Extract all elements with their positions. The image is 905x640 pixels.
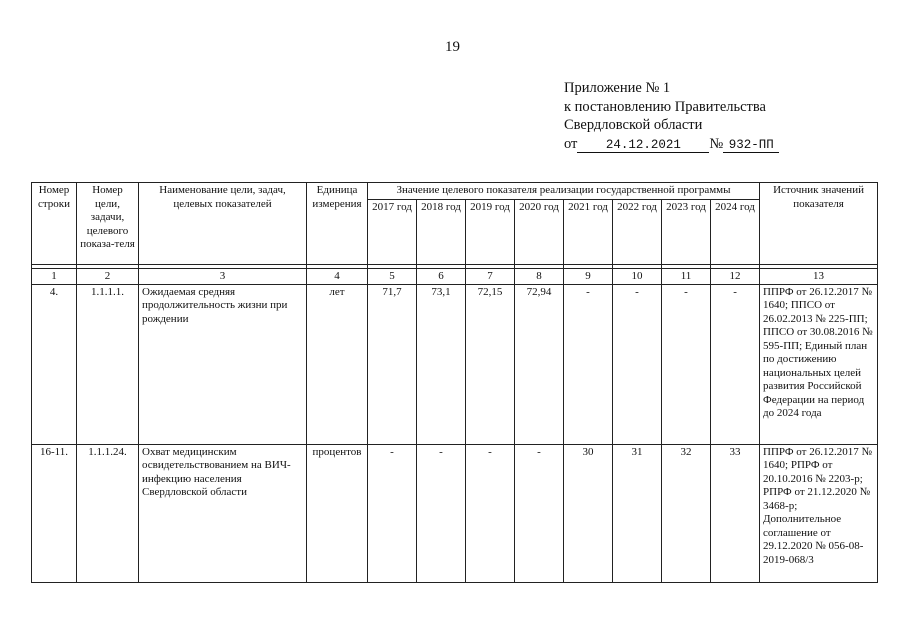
column-number-row — [32, 268, 878, 284]
column-number: 4 — [307, 268, 368, 284]
indicator-name: Охват медицинским освидетельствованием на ВИЧ-инфекцию населения Свердловской области — [139, 444, 307, 582]
appendix-decree-line: к постановлению Правительства — [564, 98, 766, 115]
table-row — [32, 284, 878, 444]
value-cell: - — [466, 444, 515, 582]
value-cell: - — [711, 284, 760, 444]
goal-number: 1.1.1.24. — [77, 444, 139, 582]
value-cell: 72,15 — [466, 284, 515, 444]
column-number: 5 — [368, 268, 417, 284]
appendix-date-line — [564, 135, 779, 154]
page-number: 19 — [445, 39, 460, 55]
column-number: 11 — [662, 268, 711, 284]
unit: лет — [307, 284, 368, 444]
value-cell: 73,1 — [417, 284, 466, 444]
header-source: Источник значений показателя — [760, 183, 878, 265]
column-number: 1 — [32, 268, 77, 284]
appendix-region-line: Свердловской области — [564, 117, 703, 133]
value-cell: - — [662, 284, 711, 444]
row-number: 4. — [32, 284, 77, 444]
header-row-number: Номер строки — [32, 183, 77, 265]
indicators-table — [31, 182, 878, 583]
header-unit: Единица измерения — [307, 183, 368, 265]
unit: процентов — [307, 444, 368, 582]
column-number: 9 — [564, 268, 613, 284]
value-cell: - — [564, 284, 613, 444]
header-row — [32, 183, 878, 200]
date-prefix: от — [564, 135, 578, 152]
column-number: 10 — [613, 268, 662, 284]
value-cell: 33 — [711, 444, 760, 582]
column-number: 6 — [417, 268, 466, 284]
appendix-title: Приложение № 1 — [564, 80, 671, 96]
header-year: 2019 год — [466, 199, 515, 264]
header-name: Наименование цели, задач, целевых показателей — [139, 183, 307, 265]
column-number: 2 — [77, 268, 139, 284]
header-goal-number: Номер цели, задачи, целевого показа-теля — [77, 183, 139, 265]
value-cell: - — [417, 444, 466, 582]
source-cell: ППРФ от 26.12.2017 № 1640; ППСО от 26.02.2013 № 225-ПП; ППСО от 30.08.2016 № 595-ПП; Единый план по достижению национальных целей развития Российской Федерации на период до 2024 года — [760, 284, 878, 444]
column-number: 3 — [139, 268, 307, 284]
goal-number: 1.1.1.1. — [77, 284, 139, 444]
header-year: 2018 год — [417, 199, 466, 264]
value-cell: - — [613, 284, 662, 444]
decree-date: 24.12.2021 — [577, 138, 709, 153]
column-number: 7 — [466, 268, 515, 284]
header-values-group: Значение целевого показателя реализации государственной программы — [368, 183, 760, 200]
header-year: 2021 год — [564, 199, 613, 264]
header-year: 2023 год — [662, 199, 711, 264]
indicator-name: Ожидаемая средняя продолжительность жизни при рождении — [139, 284, 307, 444]
value-cell: 32 — [662, 444, 711, 582]
decree-number: 932-ПП — [723, 138, 779, 153]
header-year: 2022 год — [613, 199, 662, 264]
value-cell: 72,94 — [515, 284, 564, 444]
value-cell: 71,7 — [368, 284, 417, 444]
appendix-block — [564, 79, 779, 153]
column-number: 13 — [760, 268, 878, 284]
value-cell: 31 — [613, 444, 662, 582]
header-year: 2024 год — [711, 199, 760, 264]
header-year: 2017 год — [368, 199, 417, 264]
number-prefix: № — [709, 135, 724, 152]
value-cell: 30 — [564, 444, 613, 582]
row-number: 16-11. — [32, 444, 77, 582]
column-number: 12 — [711, 268, 760, 284]
column-number: 8 — [515, 268, 564, 284]
source-cell: ППРФ от 26.12.2017 № 1640; РПРФ от 20.10.2016 № 2203-р; РПРФ от 21.12.2020 № 3468-р; Дополнительное соглашение от 29.12.2020 № 056-08-2019-068/3 — [760, 444, 878, 582]
table-row — [32, 444, 878, 582]
header-year: 2020 год — [515, 199, 564, 264]
value-cell: - — [368, 444, 417, 582]
value-cell: - — [515, 444, 564, 582]
